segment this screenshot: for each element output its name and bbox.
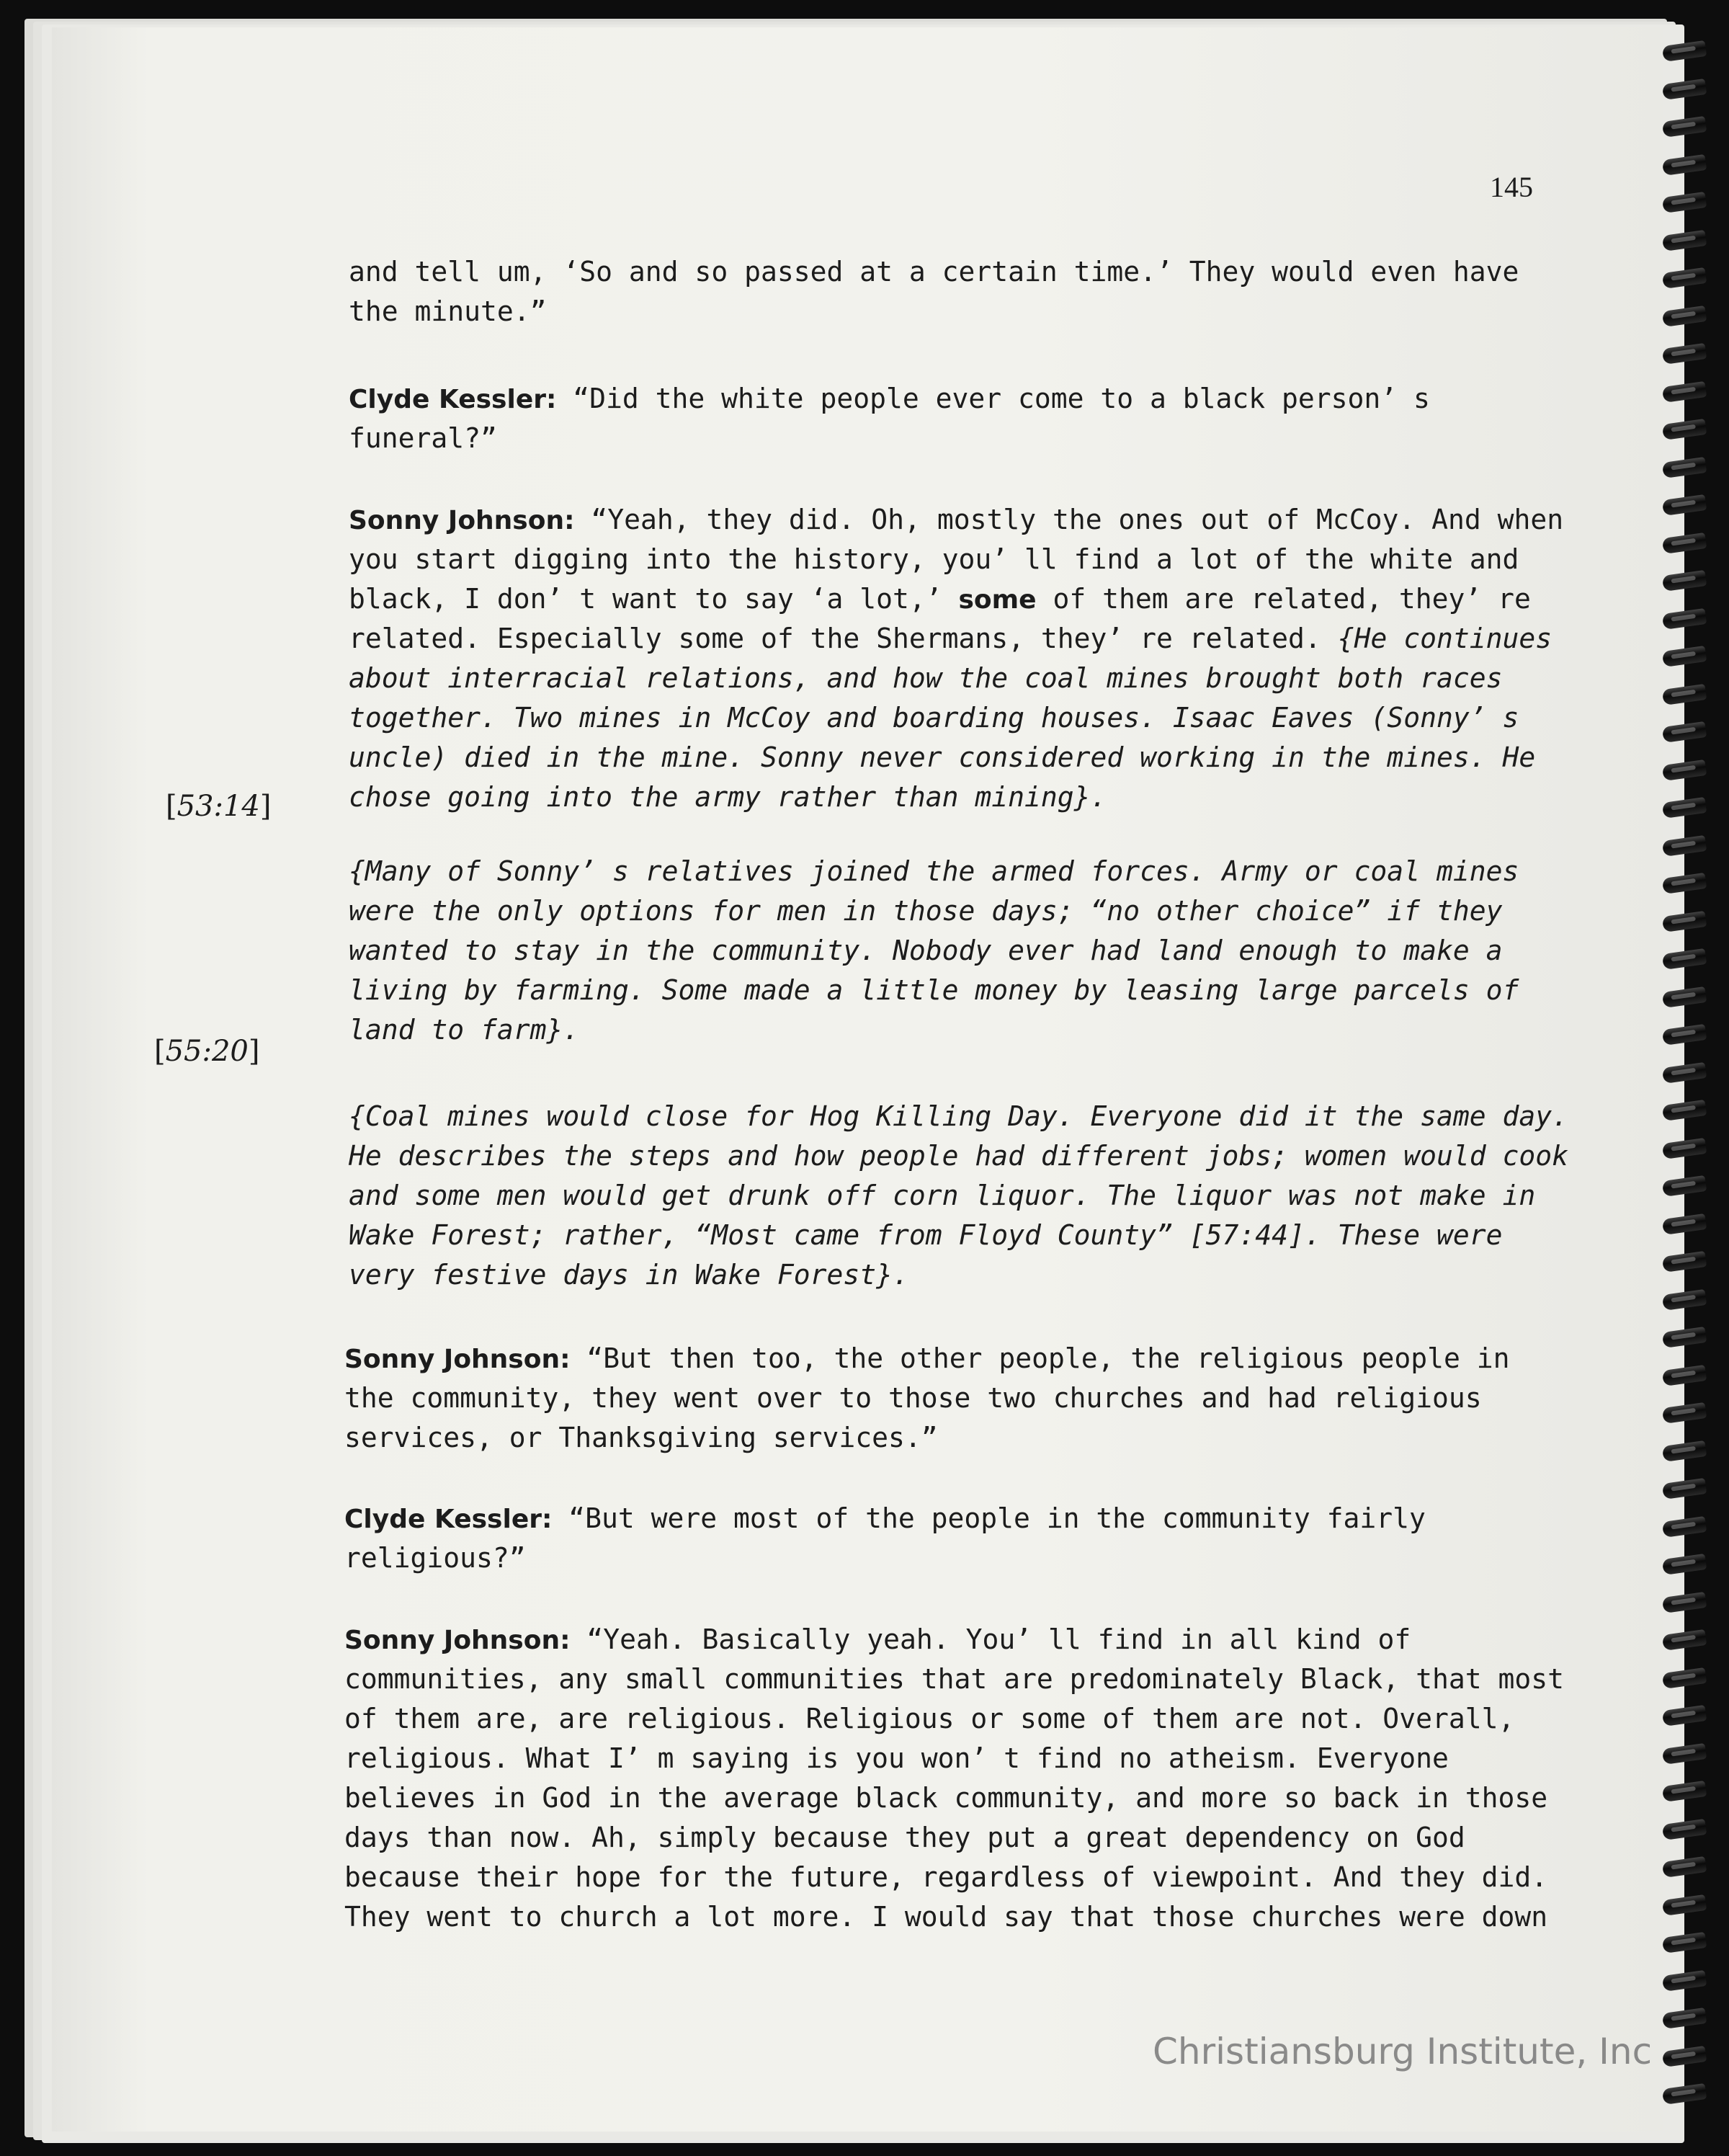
text-run: related. Especially some of the Shermans, they’ re related. <box>349 623 1338 654</box>
binding-coil <box>1662 2008 1707 2029</box>
binding-coil <box>1662 1288 1707 1310</box>
text-line: of them are, are religious. Religious or some of them are not. Overall, <box>344 1703 1515 1734</box>
text-line: He describes the steps and how people had different jobs; women would cook <box>349 1140 1568 1172</box>
text-run: “Yeah, they did. Oh, mostly the ones out of McCoy. And when <box>574 504 1564 535</box>
text-line: you start digging into the history, you’ ll find a lot of the white and <box>349 543 1519 575</box>
binding-coil <box>1662 1856 1707 1878</box>
binding-coil <box>1662 948 1707 970</box>
text-line: living by farming. Some made a little money by leasing large parcels of <box>349 974 1519 1006</box>
text-line: because their hope for the future, regardless of viewpoint. And they did. <box>344 1861 1548 1893</box>
transcript-page <box>52 27 1663 2132</box>
binding-coil <box>1662 1742 1707 1764</box>
binding-coil <box>1662 1705 1707 1727</box>
text-line: {Coal mines would close for Hog Killing Day. Everyone did it the same day. <box>349 1100 1568 1132</box>
speaker-name: Clyde Kessler: <box>349 385 557 414</box>
text-line <box>349 379 1430 419</box>
binding-coil <box>1662 1515 1707 1537</box>
binding-coil <box>1662 834 1707 856</box>
binding-coil <box>1662 2045 1707 2067</box>
timestamp-value: 55:20 <box>165 1035 249 1068</box>
text-line <box>344 1339 1510 1378</box>
text-line: wanted to stay in the community. Nobody ever had land enough to make a <box>349 935 1503 966</box>
binding-coil <box>1662 1440 1707 1461</box>
text-run: black, I don’ t want to say ‘a lot,’ <box>349 583 959 615</box>
binding-coil <box>1662 229 1707 251</box>
text-line: days than now. Ah, simply because they put a great dependency on God <box>344 1822 1465 1853</box>
text-run: of them are related, they’ re <box>1036 583 1531 615</box>
text-line: They went to church a lot more. I would say that those churches were down <box>344 1901 1548 1933</box>
text-line: and some men would get drunk off corn liquor. The liquor was not make in <box>349 1180 1536 1211</box>
text-line: together. Two mines in McCoy and boarding houses. Isaac Eaves (Sonny’ s <box>349 702 1519 734</box>
binding-coil <box>1662 646 1707 667</box>
text-line: about interracial relations, and how the coal mines brought both races <box>349 662 1503 694</box>
text-line: the minute.” <box>349 295 547 327</box>
binding-coil <box>1662 1100 1707 1121</box>
paragraph <box>349 1097 1568 1295</box>
speaker-name: Sonny Johnson: <box>344 1626 571 1655</box>
binding-coil <box>1662 1781 1707 1802</box>
binding-coil <box>1662 873 1707 894</box>
text-line: funeral?” <box>349 422 497 454</box>
binding-coil <box>1662 456 1707 478</box>
text-line: communities, any small communities that are predominately Black, that most <box>344 1663 1564 1695</box>
paragraph <box>349 252 1519 331</box>
text-line: chose going into the army rather than mining}. <box>349 781 1107 813</box>
text-line: the community, they went over to those two churches and had religious <box>344 1382 1482 1414</box>
text-line: land to farm}. <box>349 1014 580 1046</box>
text-line: uncle) died in the mine. Sonny never considered working in the mines. He <box>349 741 1536 773</box>
text-line: and tell um, ‘So and so passed at a certain time.’ They would even have <box>349 256 1519 288</box>
binding-coil <box>1662 1402 1707 1424</box>
timestamp-marker: [53:14] <box>166 790 272 823</box>
text-line: {Many of Sonny’ s relatives joined the armed forces. Army or coal mines <box>349 855 1519 887</box>
text-run: “Yeah. Basically yeah. You’ ll find in all kind of <box>570 1623 1411 1655</box>
binding-coil <box>1662 494 1707 516</box>
binding-coil <box>1662 2083 1707 2105</box>
emphasis-word: some <box>958 585 1037 615</box>
binding-coil <box>1662 1175 1707 1197</box>
binding-coil <box>1662 1969 1707 1991</box>
page-number: 145 <box>1490 171 1533 203</box>
binding-coil <box>1662 192 1707 213</box>
watermark-text: Christiansburg Institute, Inc <box>1153 2031 1653 2072</box>
binding-coil <box>1662 607 1707 629</box>
binding-coil <box>1662 267 1707 289</box>
binding-coil <box>1662 910 1707 932</box>
text-run: “But then too, the other people, the religious people in <box>570 1342 1510 1374</box>
binding-coil <box>1662 343 1707 365</box>
spiral-binding <box>1650 29 1729 2133</box>
timestamp-value: 53:14 <box>177 790 260 823</box>
binding-coil <box>1662 797 1707 819</box>
text-line: were the only options for men in those days; “no other choice” if they <box>349 895 1503 927</box>
italic-run: {He continues <box>1337 623 1552 654</box>
binding-coil <box>1662 1251 1707 1273</box>
binding-coil <box>1662 1591 1707 1613</box>
paragraph <box>349 852 1519 1050</box>
binding-coil <box>1662 78 1707 99</box>
text-line <box>344 1620 1564 1660</box>
speaker-name: Sonny Johnson: <box>349 506 575 535</box>
binding-coil <box>1662 153 1707 175</box>
binding-coil <box>1662 1629 1707 1651</box>
binding-coil <box>1662 1554 1707 1575</box>
text-run: “But were most of the people in the community fairly <box>552 1502 1426 1534</box>
paragraph <box>349 500 1563 817</box>
binding-coil <box>1662 1213 1707 1234</box>
timestamp-marker: [55:20] <box>154 1035 260 1068</box>
binding-coil <box>1662 305 1707 326</box>
text-line: religious. What I’ m saying is you won’ t find no atheism. Everyone <box>344 1742 1449 1774</box>
text-line: believes in God in the average black community, and more so back in those <box>344 1782 1548 1814</box>
binding-coil <box>1662 1894 1707 1915</box>
text-line: Wake Forest; rather, “Most came from Floyd County” [57:44]. These were <box>349 1219 1503 1251</box>
text-line <box>349 500 1563 540</box>
binding-coil <box>1662 419 1707 440</box>
binding-coil <box>1662 1932 1707 1954</box>
binding-coil <box>1662 1137 1707 1159</box>
speaker-name: Sonny Johnson: <box>344 1345 571 1374</box>
binding-coil <box>1662 570 1707 592</box>
binding-coil <box>1662 1327 1707 1348</box>
binding-coil <box>1662 1024 1707 1046</box>
text-line: religious?” <box>344 1542 526 1574</box>
binding-coil <box>1662 116 1707 138</box>
binding-coil <box>1662 532 1707 553</box>
speaker-name: Clyde Kessler: <box>344 1505 553 1534</box>
binding-coil <box>1662 1364 1707 1386</box>
binding-coil <box>1662 380 1707 402</box>
binding-coil <box>1662 759 1707 780</box>
binding-coil <box>1662 986 1707 1007</box>
paragraph <box>349 379 1430 458</box>
text-line: services, or Thanksgiving services.” <box>344 1422 938 1453</box>
text-line <box>344 1499 1426 1538</box>
binding-coil <box>1662 1478 1707 1500</box>
binding-coil <box>1662 1061 1707 1083</box>
text-run: “Did the white people ever come to a black person’ s <box>556 383 1430 414</box>
binding-coil <box>1662 40 1707 62</box>
binding-coil <box>1662 683 1707 705</box>
paragraph <box>344 1620 1564 1937</box>
paragraph <box>344 1339 1510 1458</box>
binding-coil <box>1662 1818 1707 1840</box>
paragraph <box>344 1499 1426 1578</box>
binding-coil <box>1662 721 1707 743</box>
text-line <box>349 579 1563 619</box>
text-line: very festive days in Wake Forest}. <box>349 1259 909 1291</box>
binding-coil <box>1662 1667 1707 1688</box>
text-line <box>349 619 1563 659</box>
